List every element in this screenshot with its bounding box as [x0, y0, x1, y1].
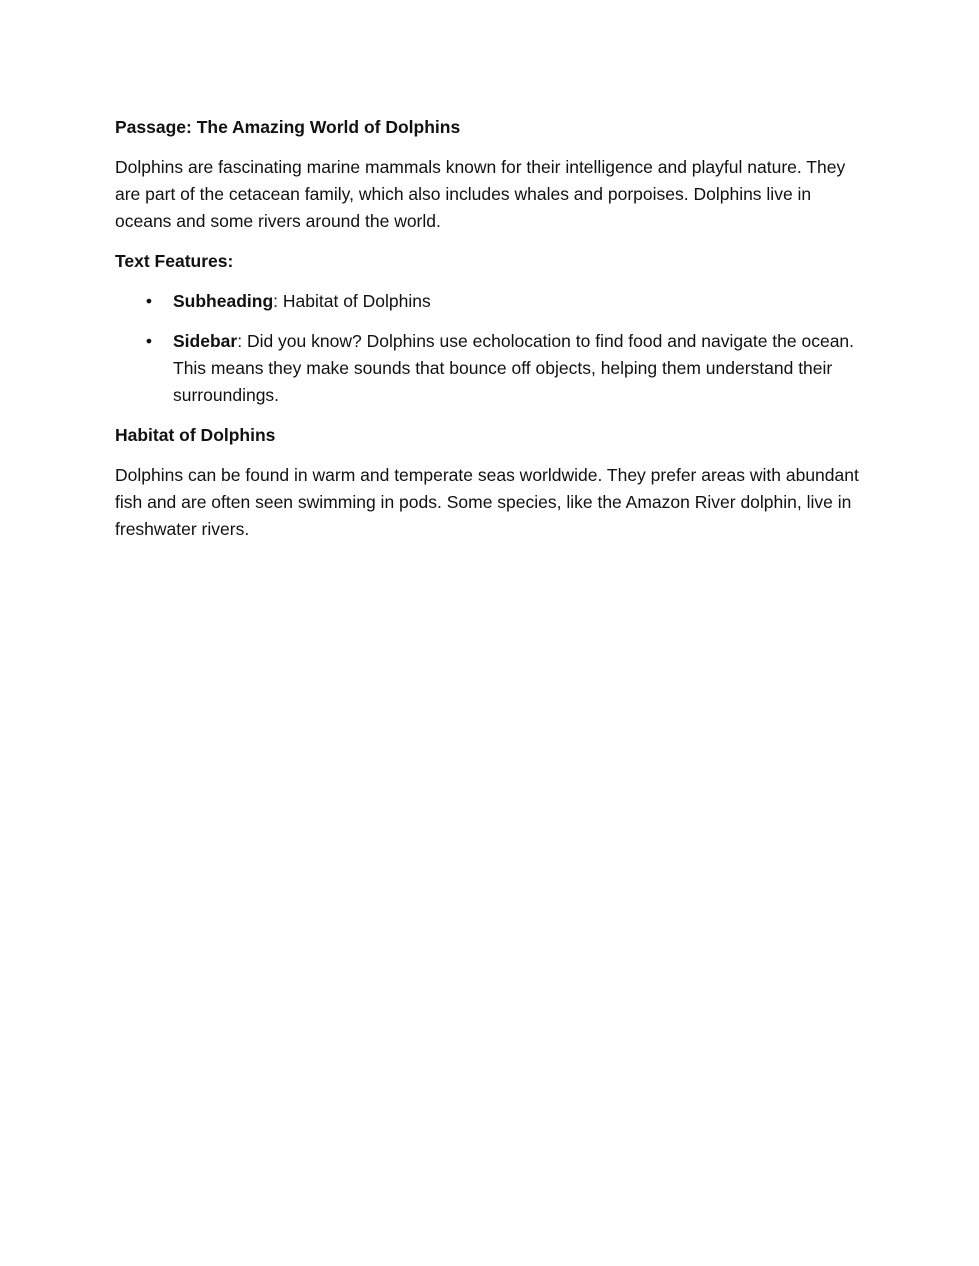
bullet-icon: •: [145, 291, 153, 311]
section-heading: Habitat of Dolphins: [115, 425, 276, 445]
section-paragraph: Dolphins can be found in warm and temperate seas worldwide. They prefer areas with abundant fish and are often seen swimming in pods. Some species, like the Amazon River dolphin, live in freshwater rivers.: [115, 465, 859, 539]
text-features-heading: Text Features:: [115, 251, 234, 271]
intro-paragraph: Dolphins are fascinating marine mammals known for their intelligence and playful nature. They are part of the cetacean family, which also includes whales and porpoises. Dolphins live in oceans and some rivers around the world.: [115, 157, 846, 231]
list-item: [115, 328, 860, 409]
feature-separator: :: [273, 291, 279, 311]
document-page: [115, 114, 860, 556]
list-item: [115, 288, 860, 315]
feature-term: Sidebar: [173, 331, 238, 351]
feature-description: Habitat of Dolphins: [278, 291, 431, 311]
text-features-list: [115, 288, 860, 409]
passage-title: Passage: The Amazing World of Dolphins: [115, 117, 461, 137]
feature-term: Subheading: [173, 291, 274, 311]
feature-description: Did you know? Dolphins use echolocation to find food and navigate the ocean. This means they make sounds that bounce off objects, helping them understand their surroundings.: [173, 331, 855, 405]
bullet-icon: •: [145, 331, 153, 351]
feature-separator: :: [237, 331, 243, 351]
